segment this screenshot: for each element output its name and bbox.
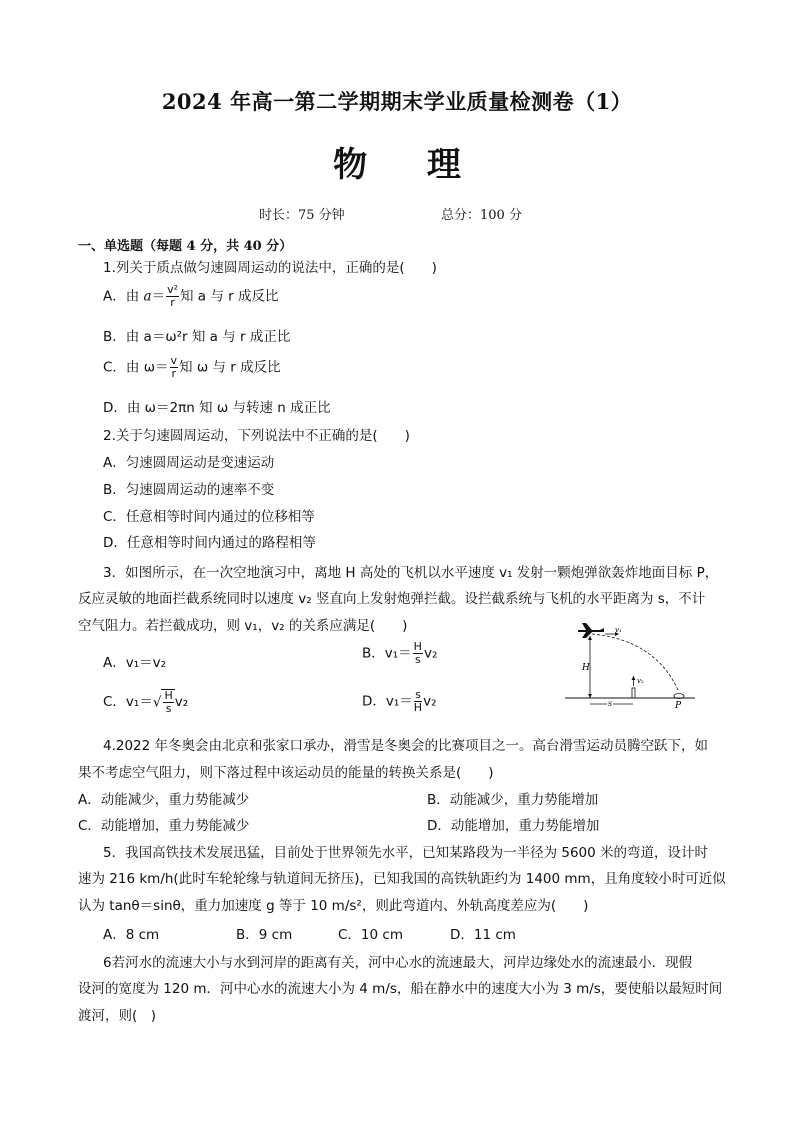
q5-option-b: B．9 cm [236,927,293,943]
q4-option-b: B．动能减少，重力势能增加 [427,792,599,808]
subject-title [0,137,794,186]
q2-option-a: A．匀速圆周运动是变速运动 [103,455,275,471]
q2-stem: 2.关于匀速圆周运动，下列说法中不正确的是( ) [103,428,410,444]
q3-line-2: 反应灵敏的地面拦截系统同时以速度 v₂ 竖直向上发射炮弹拦截。设拦截系统与飞机的水平距离为 s，不计 [78,591,706,607]
trajectory [592,634,678,690]
exam-total-score: 总分：100 分 [441,208,522,223]
subject-char-2: 理 [426,145,461,185]
exam-title: 2024 年高一第二学期期末学业质量检测卷（1） [161,89,633,114]
q6-line-1: 6若河水的流速大小与水到河岸的距离有关，河中心水的流速最大，河岸边缘处水的流速最小．现假 [103,955,693,971]
q4-line-1: 4.2022 年冬奥会由北京和张家口承办，滑雪是冬奥会的比赛项目之一。高台滑雪运动员腾空跃下，如 [103,738,709,754]
q5-option-d: D．11 cm [450,927,516,943]
distance-label: s [608,699,613,708]
q4-option-d: D．动能增加，重力势能增加 [427,818,600,834]
q4-line-2: 果不考虑空气阻力，则下落过程中该运动员的能量的转换关系是( ) [78,765,494,781]
q1-option-c: C．由 ω＝ $\frac{v}{r}$ 知 ω 与 r 成反比 [103,354,281,380]
section-heading: 一、单选题（每题 4 分，共 40 分） [78,239,293,254]
q2-option-c: C．任意相等时间内通过的位移相等 [103,509,315,525]
q3-line-1: 3．如图所示，在一次空地演习中，离地 H 高处的飞机以水平速度 v₁ 发射一颗炮弹欲轰炸地面目标 P， [103,565,719,581]
v2-label: v₂ [637,677,644,685]
q6-line-2: 设河的宽度为 120 m．河中心水的流速大小为 4 m/s，船在静水中的速度大小为 3 m/s，要使船以最短时间 [78,981,723,997]
airplane-icon [578,623,604,638]
v1-label: v₁ [615,626,622,634]
q3-diagram [560,618,700,710]
q3-option-d: D．v₁＝ $\frac{s}{H}$ v₂ [362,688,437,714]
subject-char-1: 物 [333,145,368,185]
q5-option-a: A．8 cm [103,927,160,943]
interceptor [632,688,635,698]
q2-option-d: D．任意相等时间内通过的路程相等 [103,535,316,551]
q5-line-1: 5．我国高铁技术发展迅猛，目前处于世界领先水平，已知某路段为一半径为 5600 米的弯道，设计时 [103,845,709,861]
target-label: P [675,701,682,710]
q2-option-b: B．匀速圆周运动的速率不变 [103,482,275,498]
q5-line-3: 认为 tanθ＝sinθ，重力加速度 g 等于 10 m/s²，则此弯道内、外轨高度差应为( ) [78,898,589,914]
height-label: H [582,663,590,673]
q3-option-b: B．v₁＝ $\frac{H}{s}$ v₂ [362,640,438,666]
q1-option-a: A．由 a＝ $\frac{\text{v²}}{r}$ 知 a 与 r 成反比 [103,283,279,309]
q5-option-c: C．10 cm [338,927,403,943]
q5-line-2: 速为 216 km/h(此时车轮轮缘与轨道间无挤压)，已知我国的高铁轨距约为 1400 mm，且角度较小时可近似 [78,871,726,887]
exam-duration: 时长：75 分钟 [259,208,345,223]
q1-option-b: B．由 a＝ω²r 知 a 与 r 成正比 [103,329,291,345]
q4-option-a: A．动能减少，重力势能减少 [78,792,250,808]
q1-stem: 1.列关于质点做匀速圆周运动的说法中，正确的是( ) [103,260,437,276]
q1-option-d: D．由 ω＝2πn 知 ω 与转速 n 成正比 [103,400,331,416]
q6-line-3: 渡河，则( ) [78,1008,157,1024]
q4-option-c: C．动能增加，重力势能减少 [78,818,250,834]
q3-line-3: 空气阻力。若拦截成功，则 v₁，v₂ 的关系应满足( ) [78,618,408,634]
q3-option-c: C．v₁＝√ $\frac{H}{s}$ v₂ [103,689,189,715]
q3-option-a: A．v₁＝v₂ [103,655,167,671]
